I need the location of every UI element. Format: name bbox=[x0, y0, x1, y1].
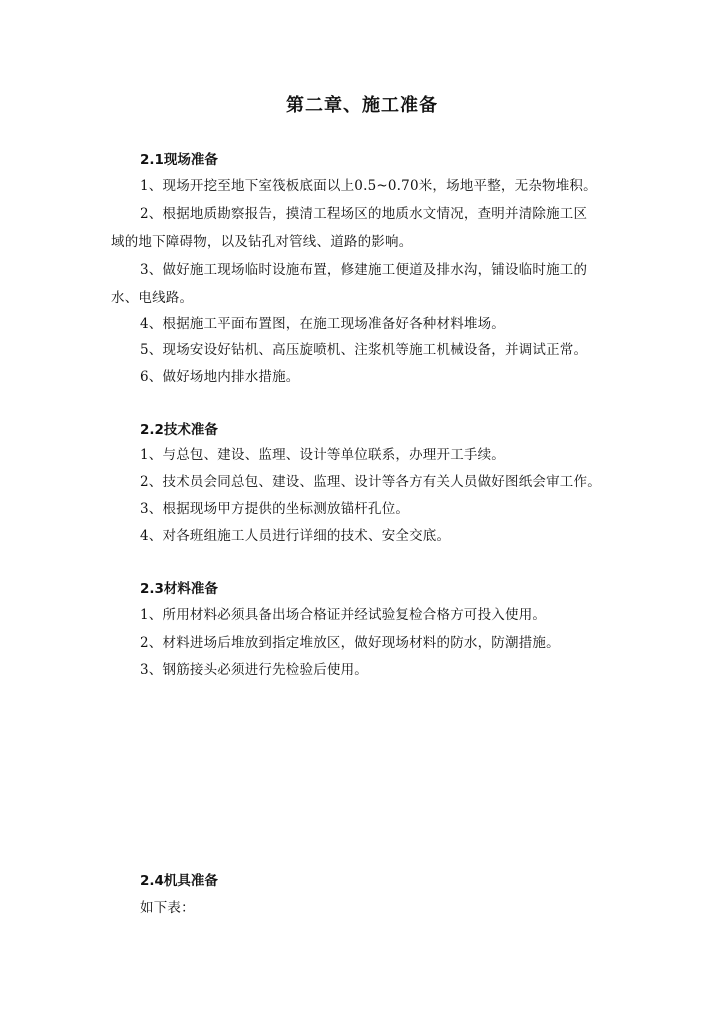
paragraph-line: 2、技术员会同总包、建设、监理、设计等各方有关人员做好图纸会审工作。 bbox=[140, 474, 601, 490]
paragraph-line: 4、根据施工平面布置图，在施工现场准备好各种材料堆场。 bbox=[140, 316, 505, 332]
paragraph-line: 水、电线路。 bbox=[111, 290, 194, 306]
section-heading-2-1: 2.1现场准备 bbox=[140, 152, 218, 168]
paragraph-line: 3、钢筋接头必须进行先检验后使用。 bbox=[140, 662, 368, 678]
paragraph-line: 6、做好场地内排水措施。 bbox=[140, 369, 300, 385]
paragraph-line: 1、与总包、建设、监理、设计等单位联系，办理开工手续。 bbox=[140, 447, 505, 463]
paragraph-line: 4、对各班组施工人员进行详细的技术、安全交底。 bbox=[140, 528, 451, 544]
paragraph-line: 如下表： bbox=[140, 900, 195, 916]
paragraph-line: 2、材料进场后堆放到指定堆放区，做好现场材料的防水，防潮措施。 bbox=[140, 635, 560, 651]
section-heading-2-4: 2.4机具准备 bbox=[140, 873, 218, 889]
section-heading-2-3: 2.3材料准备 bbox=[140, 581, 218, 597]
paragraph-line: 3、根据现场甲方提供的坐标测放锚杆孔位。 bbox=[140, 501, 410, 517]
chapter-title: 第二章、施工准备 bbox=[286, 95, 438, 116]
paragraph-line: 3、做好施工现场临时设施布置，修建施工便道及排水沟，铺设临时施工的 bbox=[140, 262, 588, 278]
paragraph-line: 1、现场开挖至地下室筏板底面以上0.5~0.70米，场地平整，无杂物堆积。 bbox=[140, 178, 597, 194]
paragraph-line: 域的地下障碍物，以及钻孔对管线、道路的影响。 bbox=[111, 234, 413, 250]
paragraph-line: 5、现场安设好钻机、高压旋喷机、注浆机等施工机械设备，并调试正常。 bbox=[140, 342, 588, 358]
paragraph-line: 1、所用材料必须具备出场合格证并经试验复检合格方可投入使用。 bbox=[140, 607, 547, 623]
section-heading-2-2: 2.2技术准备 bbox=[140, 422, 218, 438]
paragraph-line: 2、根据地质勘察报告，摸清工程场区的地质水文情况，查明并清除施工区 bbox=[140, 206, 588, 222]
